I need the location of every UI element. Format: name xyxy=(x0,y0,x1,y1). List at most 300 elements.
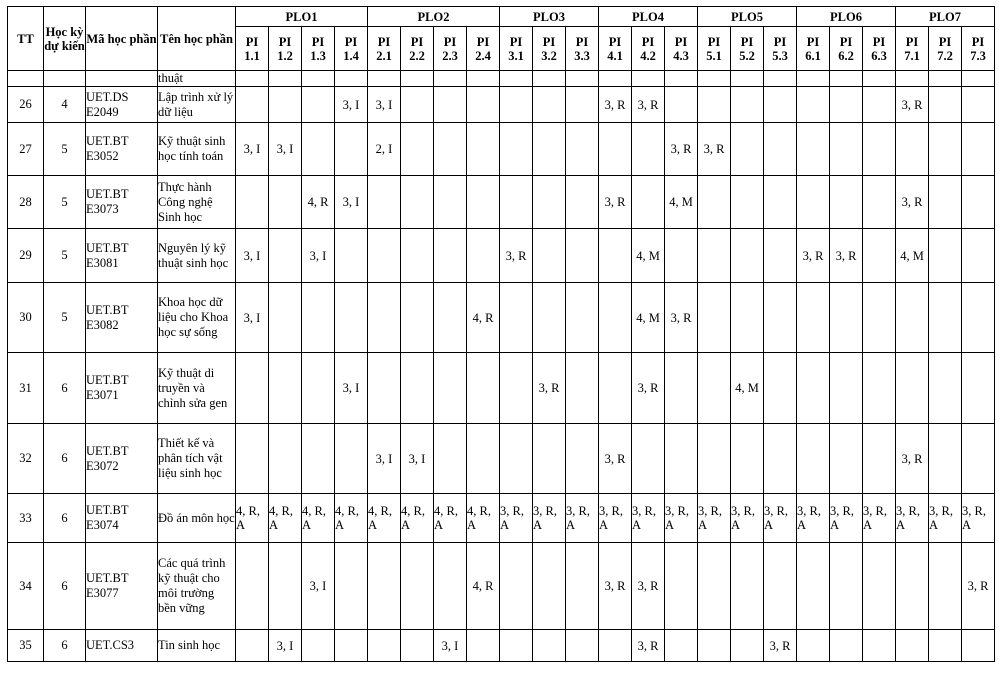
header-pi: PI 6.3 xyxy=(863,27,896,71)
row-semester: 6 xyxy=(44,494,86,543)
pi-mapping-cell xyxy=(401,176,434,229)
header-pi: PI 1.2 xyxy=(269,27,302,71)
pi-mapping-cell xyxy=(665,283,698,353)
header-pi: PI 7.3 xyxy=(962,27,995,71)
course-code: UET.BT E3077 xyxy=(86,543,158,630)
pi-mapping-cell xyxy=(797,87,830,123)
pi-mapping-cell xyxy=(830,87,863,123)
pi-mapping-cell xyxy=(335,71,368,87)
pi-mapping-cell xyxy=(269,229,302,283)
table-row xyxy=(8,71,995,87)
course-name: Thực hành Công nghệ Sinh học xyxy=(158,176,236,229)
header-pi: PI 4.3 xyxy=(665,27,698,71)
course-name: Tin sinh học xyxy=(158,630,236,662)
pi-mapping-cell xyxy=(500,353,533,424)
pi-mapping-cell xyxy=(335,229,368,283)
header-pi: PI 2.3 xyxy=(434,27,467,71)
pi-mapping-cell xyxy=(236,424,269,494)
pi-mapping-value: 4, R xyxy=(472,310,494,325)
pi-mapping-cell xyxy=(500,630,533,662)
row-number: 26 xyxy=(8,87,44,123)
pi-mapping-cell xyxy=(533,229,566,283)
pi-mapping-value: 3, R, A xyxy=(533,504,557,532)
pi-mapping-value: 3, R, A xyxy=(764,504,788,532)
pi-mapping-cell xyxy=(863,353,896,424)
pi-mapping-cell xyxy=(566,353,599,424)
pi-mapping-cell xyxy=(236,71,269,87)
pi-mapping-cell xyxy=(434,543,467,630)
pi-mapping-value: 3, I xyxy=(408,451,426,466)
pi-mapping-cell xyxy=(797,630,830,662)
header-pi: PI 1.3 xyxy=(302,27,335,71)
course-code: UET.BT E3082 xyxy=(86,283,158,353)
pi-mapping-value: 3, I xyxy=(243,142,261,156)
pi-mapping-value: 3, R xyxy=(901,451,923,466)
table-row xyxy=(8,424,995,494)
pi-mapping-cell xyxy=(863,123,896,176)
pi-mapping-cell xyxy=(830,283,863,353)
pi-mapping-cell xyxy=(896,424,929,494)
pi-mapping-cell xyxy=(797,229,830,283)
pi-mapping-cell xyxy=(962,630,995,662)
pi-mapping-cell xyxy=(929,87,962,123)
header-plo: PLO7 xyxy=(896,7,995,27)
pi-mapping-cell xyxy=(368,71,401,87)
pi-mapping-cell xyxy=(302,71,335,87)
header-pi: PI 3.1 xyxy=(500,27,533,71)
pi-mapping-value: 3, R xyxy=(769,638,791,653)
row-semester: 6 xyxy=(44,353,86,424)
pi-mapping-cell xyxy=(665,87,698,123)
pi-mapping-cell xyxy=(632,176,665,229)
course-code xyxy=(86,71,158,87)
pi-mapping-value: 3, R xyxy=(637,97,659,112)
pi-mapping-value: 3, R, A xyxy=(500,504,524,532)
pi-mapping-cell xyxy=(302,87,335,123)
pi-mapping-cell xyxy=(302,176,335,229)
course-code: UET.BT E3052 xyxy=(86,123,158,176)
table-row xyxy=(8,353,995,424)
pi-mapping-cell xyxy=(962,123,995,176)
pi-mapping-cell xyxy=(236,494,269,543)
header-plo: PLO2 xyxy=(368,7,500,27)
pi-mapping-cell xyxy=(830,229,863,283)
pi-mapping-cell xyxy=(665,630,698,662)
pi-mapping-cell xyxy=(467,353,500,424)
pi-mapping-value: 3, I xyxy=(243,248,261,263)
pi-mapping-value: 3, R, A xyxy=(797,504,821,532)
header-plo: PLO3 xyxy=(500,7,599,27)
pi-mapping-cell xyxy=(665,123,698,176)
pi-mapping-cell xyxy=(929,424,962,494)
pi-mapping-cell xyxy=(533,176,566,229)
pi-mapping-cell xyxy=(929,283,962,353)
row-semester: 6 xyxy=(44,630,86,662)
pi-mapping-value: 3, I xyxy=(276,142,294,156)
pi-mapping-cell xyxy=(566,87,599,123)
pi-mapping-cell xyxy=(632,87,665,123)
pi-mapping-cell xyxy=(764,283,797,353)
pi-mapping-cell xyxy=(434,123,467,176)
pi-mapping-cell xyxy=(566,123,599,176)
pi-mapping-cell xyxy=(929,543,962,630)
pi-mapping-value: 4, R, A xyxy=(467,504,491,532)
pi-mapping-cell xyxy=(797,71,830,87)
pi-mapping-cell xyxy=(335,123,368,176)
table-row xyxy=(8,229,995,283)
pi-mapping-cell xyxy=(401,123,434,176)
pi-mapping-value: 3, I xyxy=(342,381,360,395)
pi-mapping-cell xyxy=(632,229,665,283)
header-pi: PI 5.1 xyxy=(698,27,731,71)
pi-mapping-cell xyxy=(698,176,731,229)
pi-mapping-cell xyxy=(467,494,500,543)
header-pi: PI 2.1 xyxy=(368,27,401,71)
pi-mapping-cell xyxy=(731,71,764,87)
course-code: UET.CS3 xyxy=(86,630,158,662)
pi-mapping-cell xyxy=(731,630,764,662)
pi-mapping-value: 3, R xyxy=(538,381,560,395)
pi-mapping-value: 3, R xyxy=(835,248,857,263)
table-row xyxy=(8,283,995,353)
pi-mapping-cell xyxy=(632,424,665,494)
pi-mapping-cell xyxy=(929,71,962,87)
pi-mapping-cell xyxy=(863,494,896,543)
pi-mapping-value: 3, R xyxy=(604,579,626,593)
pi-mapping-cell xyxy=(368,176,401,229)
row-semester: 6 xyxy=(44,424,86,494)
pi-mapping-cell xyxy=(830,353,863,424)
pi-mapping-cell xyxy=(599,87,632,123)
pi-mapping-value: 3, R xyxy=(670,310,692,325)
pi-mapping-cell xyxy=(896,494,929,543)
course-code: UET.BT E3071 xyxy=(86,353,158,424)
pi-mapping-value: 3, R, A xyxy=(599,504,623,532)
pi-mapping-cell xyxy=(302,424,335,494)
pi-mapping-cell xyxy=(929,176,962,229)
pi-mapping-value: 4, M xyxy=(735,381,759,395)
pi-mapping-cell xyxy=(665,176,698,229)
header-pi: PI 6.2 xyxy=(830,27,863,71)
pi-mapping-value: 4, R, A xyxy=(269,504,293,532)
table-row xyxy=(8,494,995,543)
pi-mapping-cell xyxy=(764,176,797,229)
pi-mapping-cell xyxy=(533,71,566,87)
pi-mapping-cell xyxy=(764,630,797,662)
pi-mapping-cell xyxy=(236,543,269,630)
pi-mapping-cell xyxy=(962,543,995,630)
pi-mapping-cell xyxy=(335,543,368,630)
pi-mapping-cell xyxy=(302,630,335,662)
header-pi: PI 4.1 xyxy=(599,27,632,71)
pi-mapping-cell xyxy=(401,87,434,123)
course-code: UET.BT E3072 xyxy=(86,424,158,494)
pi-mapping-cell xyxy=(401,543,434,630)
pi-mapping-cell xyxy=(566,494,599,543)
course-name: Lập trình xử lý dữ liệu xyxy=(158,87,236,123)
pi-mapping-cell xyxy=(533,424,566,494)
pi-mapping-value: 3, R xyxy=(802,248,824,263)
pi-mapping-cell xyxy=(467,543,500,630)
pi-mapping-cell xyxy=(599,424,632,494)
pi-mapping-cell xyxy=(830,424,863,494)
row-number: 27 xyxy=(8,123,44,176)
pi-mapping-cell xyxy=(830,543,863,630)
pi-mapping-cell xyxy=(698,543,731,630)
row-number: 30 xyxy=(8,283,44,353)
pi-mapping-cell xyxy=(401,424,434,494)
pi-mapping-cell xyxy=(896,353,929,424)
pi-mapping-cell xyxy=(863,176,896,229)
pi-mapping-cell xyxy=(929,123,962,176)
pi-mapping-cell xyxy=(533,494,566,543)
pi-mapping-cell xyxy=(797,176,830,229)
pi-mapping-value: 3, R xyxy=(637,579,659,593)
pi-mapping-value: 4, M xyxy=(636,310,660,325)
pi-mapping-cell xyxy=(269,630,302,662)
pi-mapping-value: 3, R, A xyxy=(698,504,722,532)
row-number xyxy=(8,71,44,87)
pi-mapping-value: 3, R xyxy=(604,97,626,112)
pi-mapping-cell xyxy=(599,494,632,543)
pi-mapping-value: 3, R xyxy=(670,142,692,156)
pi-mapping-cell xyxy=(236,630,269,662)
pi-mapping-cell xyxy=(764,229,797,283)
plo-mapping-table xyxy=(7,6,995,662)
pi-mapping-cell xyxy=(269,71,302,87)
pi-mapping-cell xyxy=(896,283,929,353)
pi-mapping-cell xyxy=(863,424,896,494)
pi-mapping-cell xyxy=(863,71,896,87)
table-row xyxy=(8,543,995,630)
pi-mapping-cell xyxy=(797,283,830,353)
table-row xyxy=(8,176,995,229)
pi-mapping-cell xyxy=(731,543,764,630)
pi-mapping-cell xyxy=(962,176,995,229)
pi-mapping-value: 3, R xyxy=(901,195,923,209)
pi-mapping-cell xyxy=(236,176,269,229)
pi-mapping-cell xyxy=(731,283,764,353)
course-name: thuật xyxy=(158,71,236,87)
pi-mapping-cell xyxy=(962,71,995,87)
pi-mapping-cell xyxy=(500,424,533,494)
pi-mapping-cell xyxy=(863,543,896,630)
pi-mapping-cell xyxy=(368,123,401,176)
pi-mapping-cell xyxy=(863,87,896,123)
pi-mapping-cell xyxy=(368,494,401,543)
pi-mapping-cell xyxy=(731,494,764,543)
pi-mapping-cell xyxy=(599,229,632,283)
pi-mapping-cell xyxy=(962,353,995,424)
table-row xyxy=(8,123,995,176)
header-pi: PI 6.1 xyxy=(797,27,830,71)
pi-mapping-cell xyxy=(863,283,896,353)
pi-mapping-cell xyxy=(302,123,335,176)
pi-mapping-value: 3, I xyxy=(375,97,393,112)
pi-mapping-value: 4, R, A xyxy=(368,504,392,532)
pi-mapping-value: 3, R xyxy=(703,142,725,156)
table-row xyxy=(8,630,995,662)
pi-mapping-cell xyxy=(236,123,269,176)
pi-mapping-value: 3, R, A xyxy=(863,504,887,532)
pi-mapping-cell xyxy=(269,283,302,353)
pi-mapping-cell xyxy=(764,353,797,424)
pi-mapping-cell xyxy=(368,353,401,424)
pi-mapping-value: 3, R, A xyxy=(665,504,689,532)
course-name: Kỹ thuật sinh học tính toán xyxy=(158,123,236,176)
header-pi: PI 7.2 xyxy=(929,27,962,71)
header-tt: TT xyxy=(8,7,44,71)
pi-mapping-cell xyxy=(566,424,599,494)
pi-mapping-cell xyxy=(830,71,863,87)
row-semester: 5 xyxy=(44,229,86,283)
pi-mapping-cell xyxy=(698,123,731,176)
pi-mapping-cell xyxy=(434,71,467,87)
table-row xyxy=(8,87,995,123)
pi-mapping-cell xyxy=(434,630,467,662)
pi-mapping-value: 2, I xyxy=(375,142,393,156)
pi-mapping-cell xyxy=(698,353,731,424)
header-course-name: Tên học phần xyxy=(158,7,236,71)
pi-mapping-value: 4, R, A xyxy=(236,504,260,532)
pi-mapping-cell xyxy=(599,543,632,630)
pi-mapping-cell xyxy=(302,494,335,543)
pi-mapping-cell xyxy=(434,424,467,494)
pi-mapping-cell xyxy=(764,123,797,176)
outcome-matrix xyxy=(7,6,995,662)
pi-mapping-cell xyxy=(929,353,962,424)
pi-mapping-cell xyxy=(566,283,599,353)
pi-mapping-value: 3, I xyxy=(276,638,294,653)
pi-mapping-cell xyxy=(698,424,731,494)
pi-mapping-cell xyxy=(896,543,929,630)
course-name: Thiết kế và phân tích vật liệu sinh học xyxy=(158,424,236,494)
row-semester: 5 xyxy=(44,176,86,229)
pi-mapping-cell xyxy=(269,424,302,494)
header-plo: PLO6 xyxy=(797,7,896,27)
pi-mapping-cell xyxy=(269,87,302,123)
row-number: 34 xyxy=(8,543,44,630)
pi-mapping-cell xyxy=(896,87,929,123)
header-pi: PI 1.4 xyxy=(335,27,368,71)
pi-mapping-cell xyxy=(533,87,566,123)
pi-mapping-cell xyxy=(731,87,764,123)
pi-mapping-cell xyxy=(533,353,566,424)
pi-mapping-cell xyxy=(467,630,500,662)
pi-mapping-cell xyxy=(764,71,797,87)
header-pi: PI 2.2 xyxy=(401,27,434,71)
pi-mapping-cell xyxy=(797,424,830,494)
pi-mapping-cell xyxy=(632,543,665,630)
pi-mapping-cell xyxy=(434,494,467,543)
pi-mapping-cell xyxy=(335,87,368,123)
pi-mapping-cell xyxy=(665,229,698,283)
pi-mapping-cell xyxy=(368,87,401,123)
pi-mapping-cell xyxy=(599,71,632,87)
pi-mapping-cell xyxy=(401,71,434,87)
pi-mapping-cell xyxy=(599,123,632,176)
pi-mapping-cell xyxy=(236,87,269,123)
header-pi: PI 5.2 xyxy=(731,27,764,71)
pi-mapping-cell xyxy=(896,71,929,87)
pi-mapping-value: 3, I xyxy=(375,451,393,466)
pi-mapping-cell xyxy=(731,424,764,494)
pi-mapping-cell xyxy=(401,494,434,543)
pi-mapping-cell xyxy=(533,123,566,176)
pi-mapping-cell xyxy=(698,71,731,87)
pi-mapping-cell xyxy=(962,229,995,283)
pi-mapping-cell xyxy=(368,283,401,353)
pi-mapping-cell xyxy=(599,283,632,353)
pi-mapping-value: 3, R xyxy=(967,579,989,593)
pi-mapping-cell xyxy=(830,123,863,176)
pi-mapping-cell xyxy=(698,494,731,543)
pi-mapping-cell xyxy=(797,543,830,630)
pi-mapping-cell xyxy=(467,71,500,87)
pi-mapping-cell xyxy=(269,353,302,424)
pi-mapping-cell xyxy=(368,229,401,283)
pi-mapping-cell xyxy=(269,494,302,543)
pi-mapping-cell xyxy=(566,229,599,283)
pi-mapping-cell xyxy=(632,630,665,662)
header-pi: PI 2.4 xyxy=(467,27,500,71)
pi-mapping-cell xyxy=(665,424,698,494)
pi-mapping-value: 3, R xyxy=(637,381,659,395)
course-name: Khoa học dữ liệu cho Khoa học sự sống xyxy=(158,283,236,353)
pi-mapping-value: 3, I xyxy=(243,310,261,325)
pi-mapping-cell xyxy=(698,87,731,123)
pi-mapping-cell xyxy=(731,353,764,424)
pi-mapping-cell xyxy=(896,123,929,176)
pi-mapping-cell xyxy=(698,283,731,353)
pi-mapping-cell xyxy=(665,71,698,87)
pi-mapping-value: 4, R xyxy=(307,195,329,209)
course-name: Nguyên lý kỹ thuật sinh học xyxy=(158,229,236,283)
pi-mapping-cell xyxy=(632,494,665,543)
header-pi: PI 1.1 xyxy=(236,27,269,71)
pi-mapping-cell xyxy=(302,283,335,353)
course-code: UET.DS E2049 xyxy=(86,87,158,123)
pi-mapping-value: 4, R, A xyxy=(401,504,425,532)
pi-mapping-cell xyxy=(929,229,962,283)
header-pi: PI 7.1 xyxy=(896,27,929,71)
pi-mapping-cell xyxy=(467,87,500,123)
course-code: UET.BT E3074 xyxy=(86,494,158,543)
pi-mapping-cell xyxy=(500,229,533,283)
pi-mapping-cell xyxy=(368,424,401,494)
pi-mapping-cell xyxy=(797,353,830,424)
pi-mapping-cell xyxy=(434,353,467,424)
pi-mapping-value: 3, R, A xyxy=(896,504,920,532)
pi-mapping-cell xyxy=(335,283,368,353)
pi-mapping-cell xyxy=(269,123,302,176)
header-semester: Học kỳ dự kiến xyxy=(44,7,86,71)
pi-mapping-cell xyxy=(500,87,533,123)
pi-mapping-cell xyxy=(368,543,401,630)
pi-mapping-cell xyxy=(302,543,335,630)
pi-mapping-cell xyxy=(533,283,566,353)
pi-mapping-cell xyxy=(797,494,830,543)
pi-mapping-cell xyxy=(335,424,368,494)
pi-mapping-cell xyxy=(335,494,368,543)
header-pi: PI 4.2 xyxy=(632,27,665,71)
pi-mapping-cell xyxy=(665,543,698,630)
row-semester: 6 xyxy=(44,543,86,630)
pi-mapping-cell xyxy=(929,630,962,662)
pi-mapping-cell xyxy=(599,630,632,662)
pi-mapping-cell xyxy=(797,123,830,176)
pi-mapping-value: 3, I xyxy=(441,638,459,653)
